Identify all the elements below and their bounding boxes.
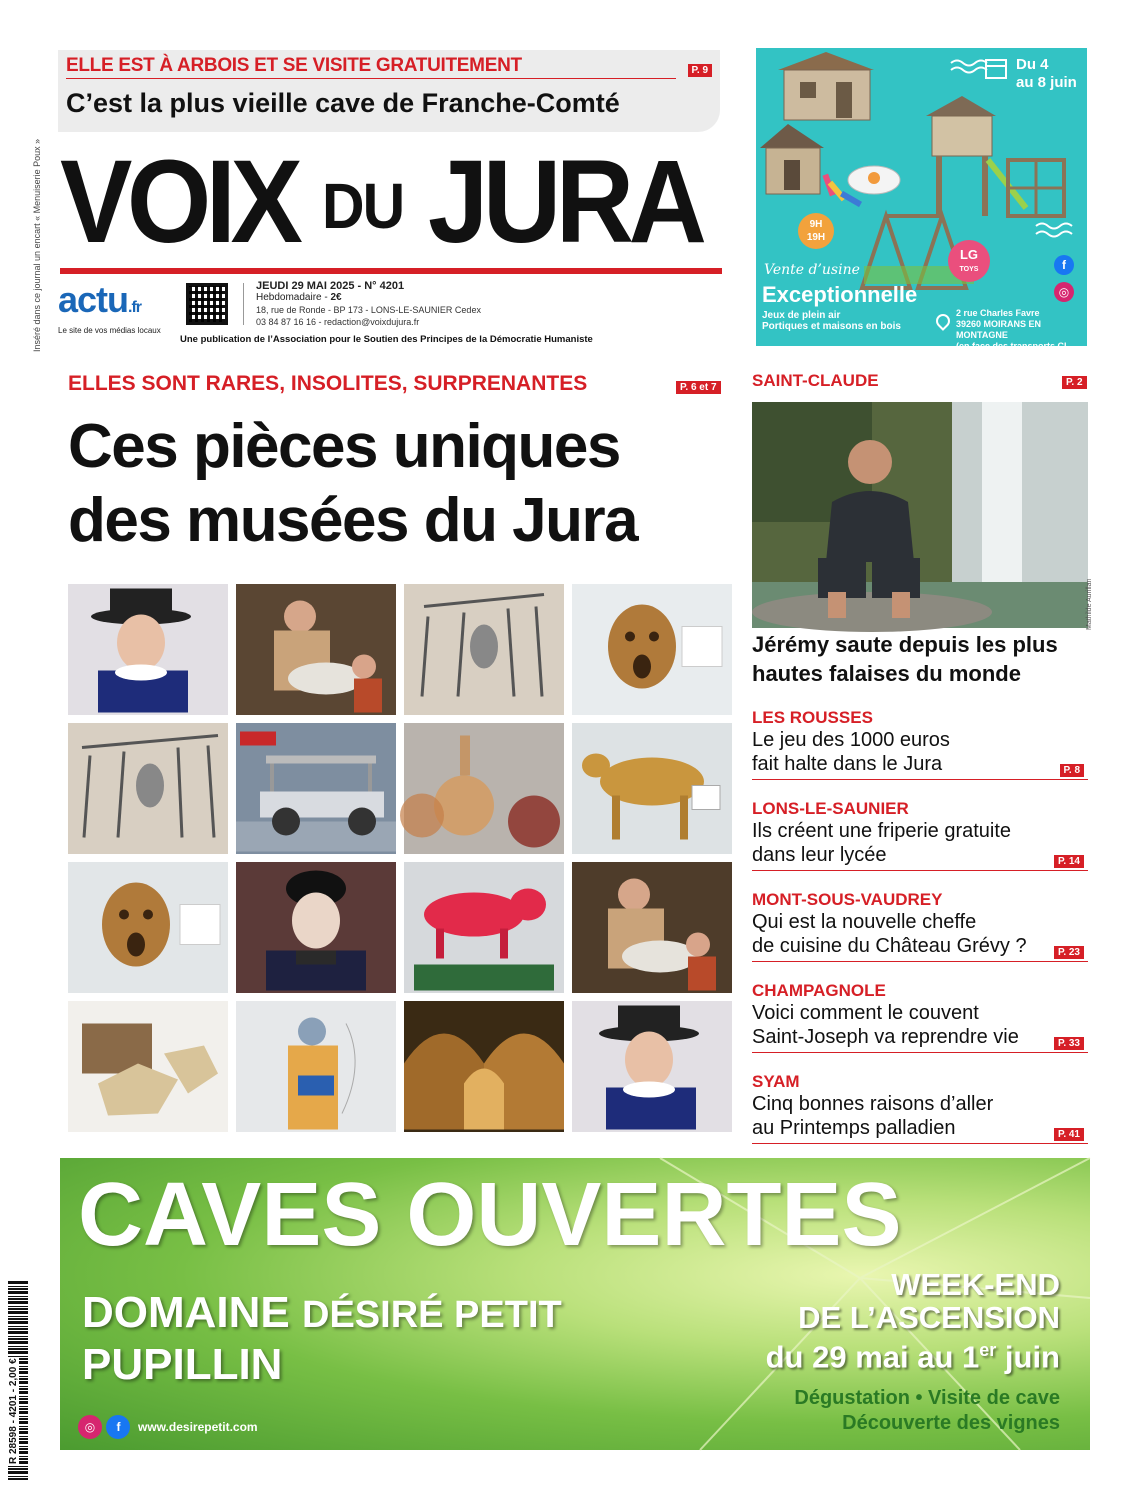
info-divider <box>243 283 244 325</box>
brief-page-badge: P. 23 <box>1054 946 1084 959</box>
ad-domaine: DOMAINE DÉSIRÉ PETIT PUPILLIN <box>82 1288 562 1389</box>
ad-website-link[interactable]: www.desirepetit.com <box>138 1420 258 1434</box>
issue-info: JEUDI 29 MAI 2025 - N° 4201 Hebdomadaire - 2€ 18, rue de Ronde - BP 173 - LONS-LE-SAUNIER Cedex 03 84 87 16 16 - redaction@voixdujura.fr <box>256 280 481 327</box>
instagram-icon[interactable]: ◎ <box>1054 282 1074 302</box>
top-teaser[interactable] <box>58 50 720 132</box>
ad-social-icons <box>78 1415 130 1439</box>
issue-date: JEUDI 29 MAI 2025 - N° 4201 <box>256 280 405 292</box>
ad-address: 2 rue Charles Favre 39260 MOIRANS EN MONTAGNE (en face des transports CL Jura) <box>956 308 1070 362</box>
brief-page-badge: P. 14 <box>1054 855 1084 868</box>
feature-page-badge: P. 2 <box>1062 376 1087 389</box>
photo-drawing-procession-2[interactable] <box>68 723 228 854</box>
actu-logo[interactable]: actu.fr Le site de vos médias locaux <box>58 279 161 335</box>
masthead-rule <box>60 268 722 274</box>
feature-title[interactable]: Jérémy saute depuis les plus hautes falaises du monde <box>752 632 1058 686</box>
issue-price: 2€ <box>330 292 342 303</box>
photo-costume-figure[interactable] <box>236 1001 396 1132</box>
brief-page-badge: P. 8 <box>1060 764 1085 777</box>
issue-contact: 03 84 87 16 16 - redaction@voixdujura.fr <box>256 317 420 327</box>
main-kicker: ELLES SONT RARES, INSOLITES, SURPRENANTES <box>68 372 588 395</box>
masthead <box>60 136 722 268</box>
photo-drawing-procession[interactable] <box>404 584 564 715</box>
feature-photo[interactable] <box>752 402 1088 628</box>
photo-carved-head-2[interactable] <box>68 862 228 993</box>
brief-page-badge: P. 33 <box>1054 1037 1084 1050</box>
masthead-logo: VOIX DU JURA <box>60 136 702 268</box>
facebook-icon[interactable]: f <box>1054 255 1074 275</box>
ad-description: Jeux de plein air Portiques et maisons en bois <box>762 310 901 332</box>
brief-lons-le-saunier[interactable]: LONS-LE-SAUNIER Ils créent une friperie gratuite dans leur lycée P. 14 <box>752 799 1088 867</box>
brief-page-badge: P. 41 <box>1054 1128 1084 1141</box>
teaser-divider <box>66 78 676 79</box>
ad-caves-ouvertes[interactable] <box>60 1158 1090 1450</box>
museum-photo-grid <box>68 584 732 1124</box>
issue-address: 18, rue de Ronde - BP 173 - LONS-LE-SAUNIER Cedex <box>256 305 481 315</box>
brief-syam[interactable]: SYAM Cinq bonnes raisons d’aller au Printemps palladien P. 41 <box>752 1072 1088 1140</box>
teaser-title: C’est la plus vieille cave de Franche-Comté <box>66 88 620 118</box>
teaser-page-badge: P. 9 <box>688 64 713 77</box>
brief-mont-sous-vaudrey[interactable]: MONT-SOUS-VAUDREY Qui est la nouvelle cheffe de cuisine du Château Grévy ? P. 23 <box>752 890 1088 958</box>
photo-portrait-boy-2[interactable] <box>572 1001 732 1132</box>
teaser-kicker: ELLE EST À ARBOIS ET SE VISITE GRATUITEMENT <box>66 55 522 76</box>
photo-portrait-boy[interactable] <box>68 584 228 715</box>
photo-cellar-arches[interactable] <box>404 1001 564 1132</box>
photo-vintage-car[interactable] <box>236 723 396 854</box>
ad-exceptionnelle: Exceptionnelle <box>762 282 918 307</box>
photo-painting-woman-2[interactable] <box>572 862 732 993</box>
insert-note: Inséré dans ce journal un encart « Menuiserie Poux » <box>32 138 42 352</box>
feature-kicker: SAINT-CLAUDE <box>752 371 879 390</box>
photo-wooden-box[interactable] <box>68 1001 228 1132</box>
photo-wooden-cow[interactable] <box>572 723 732 854</box>
photo-painting-woman[interactable] <box>236 584 396 715</box>
photo-carved-head[interactable] <box>572 584 732 715</box>
ad-date: Du 4 au 8 juin <box>1016 56 1077 91</box>
barcode-label: R 28598 - 4201 - 2,00 € <box>8 1358 19 1464</box>
photo-credit: Mathilde Aurillan <box>1086 578 1093 630</box>
ad-degustation: Dégustation • Visite de cave Découverte des vignes <box>794 1387 1060 1434</box>
ad-lg-toys[interactable] <box>756 48 1087 362</box>
main-page-badge: P. 6 et 7 <box>676 381 721 394</box>
publisher-line: Une publication de l’Association pour le Soutien des Principes de la Démocratie Humaniste <box>180 334 593 345</box>
ad-caves-title: CAVES OUVERTES <box>78 1165 902 1265</box>
brief-les-rousses[interactable]: LES ROUSSES Le jeu des 1000 euros fait halte dans le Jura P. 8 <box>752 708 1088 776</box>
ad-brand-logo: LG TOYS <box>948 240 990 282</box>
photo-chinese-portrait[interactable] <box>236 862 396 993</box>
ad-weekend: WEEK-END DE L’ASCENSION du 29 mai au 1er juin <box>765 1267 1060 1375</box>
photo-red-cow[interactable] <box>404 862 564 993</box>
main-headline[interactable]: Ces pièces uniques des musées du Jura <box>68 412 638 555</box>
qr-code-icon[interactable] <box>186 283 228 325</box>
facebook-icon[interactable]: f <box>106 1415 130 1439</box>
ad-hours-badge: 9H 19H <box>798 213 834 249</box>
photo-glass-flasks[interactable] <box>404 723 564 854</box>
ad-vente: Vente d’usine <box>764 262 860 278</box>
instagram-icon[interactable]: ◎ <box>78 1415 102 1439</box>
brief-champagnole[interactable]: CHAMPAGNOLE Voici comment le couvent Saint-Joseph va reprendre vie P. 33 <box>752 981 1088 1049</box>
